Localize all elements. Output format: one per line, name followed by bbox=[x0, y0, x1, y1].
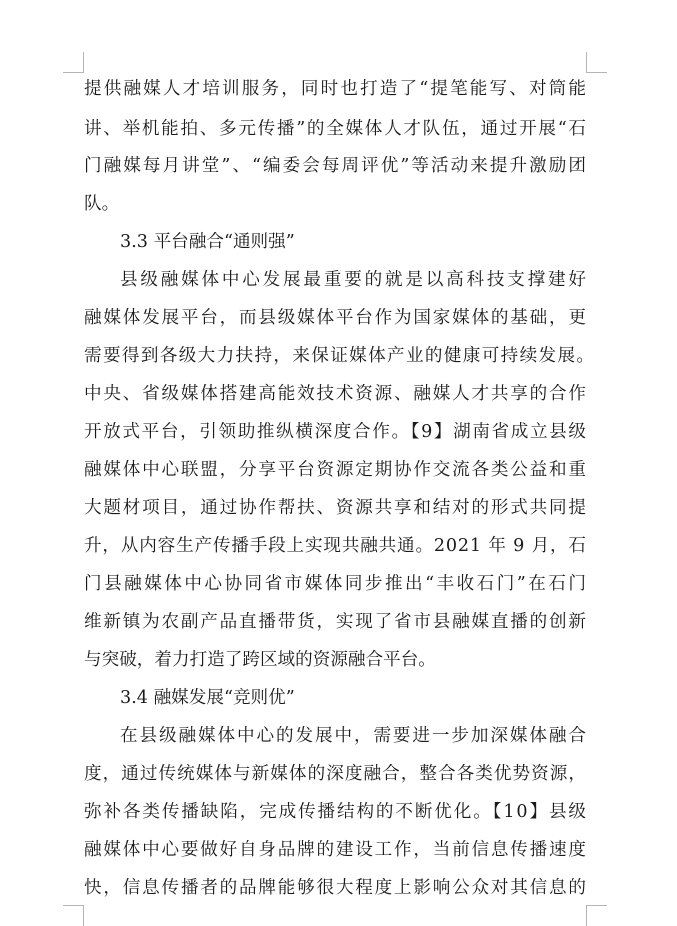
crop-mark-bottom-left bbox=[63, 905, 84, 926]
crop-mark-top-left bbox=[63, 52, 84, 73]
crop-mark-bottom-right bbox=[586, 905, 607, 926]
crop-mark-top-right bbox=[586, 52, 607, 73]
document-page: 提供融媒人才培训服务，同时也打造了“提笔能写、对筒能 讲、举机能拍、多元传播”的全媒体人才队伍，通过开展“石 门融媒每月讲堂”、“编委会每周评优”等活动来提升激励团 队。 3.3 平台融合“通则强” 县级融媒体中心发展最重要的就是以高科技支撑建好 融媒体发展平台，而县级媒体平台作为国家媒体的基础，更 需要得到各级大力扶持，来保证媒体产业的健康可持续发展。 中央、省级媒体搭建高能效技术资源、融媒人才共享的合作 开放式平台，引领助推纵横深度合作。【9】湖南省成立县级 融媒体中心联盟，分享平台资源定期协作交流各类公益和重 大题材项目，通过协作帮扶、资源共享和结对的形式共同提 升，从内容生产传播手段上实现共融共通。2021 年 9 月，石 门县融媒体中心协同省市媒体同步推出“丰收石门”在石门 维新镇为农副产品直播带货，实现了省市县融媒直播的创新 与突破，着力打造了跨区域的资源融合平台。 3.4 融媒发展“竞则优” 在县级融媒体中心的发展中，需要进一步加深媒体融合 度，通过传统媒体与新媒体的深度融合，整合各类优势资源， 弥补各类传播缺陷，完成传播结构的不断优化。【10】县级 融媒体中心要做好自身品牌的建设工作，当前信息传播速度 快，信息传播者的品牌能够很大程度上影响公众对其信息的 bbox=[0, 0, 677, 925]
